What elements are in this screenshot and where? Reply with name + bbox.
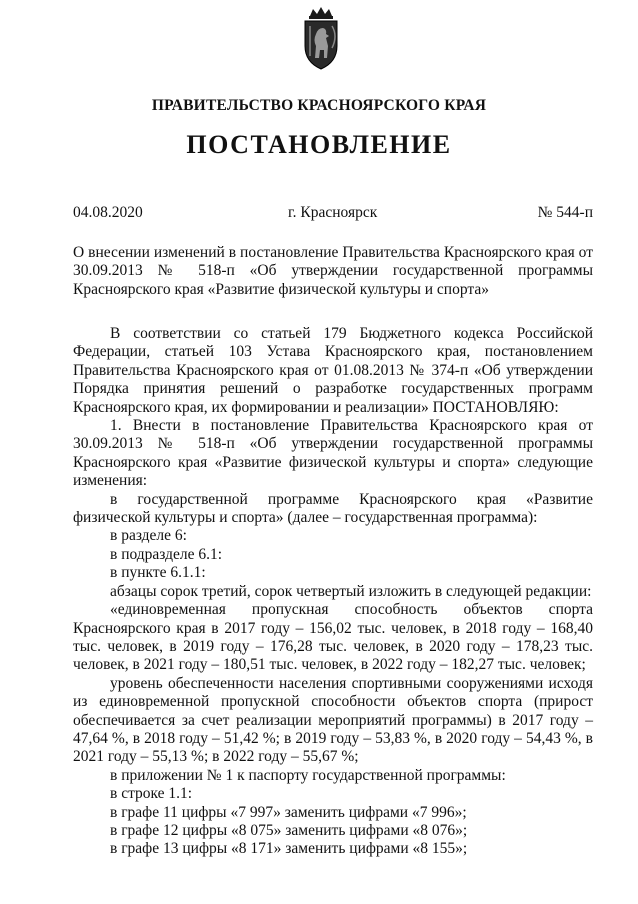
document-type-title: ПОСТАНОВЛЕНИЕ xyxy=(186,130,452,159)
body-paragraph: в государственной программе Красноярского края «Развитие физической культуры и спорта» (далее – государственная программа): xyxy=(73,490,593,527)
body-paragraph: в подразделе 6.1: xyxy=(110,545,223,563)
body-paragraph: абзацы сорок третий, сорок четвертый изложить в следующей редакции: xyxy=(110,582,592,600)
body-paragraph: в приложении № 1 к паспорту государственной программы: xyxy=(110,766,506,784)
document-city: г. Красноярск xyxy=(288,204,378,221)
body-paragraph: в графе 12 цифры «8 075» заменить цифрами «8 076»; xyxy=(110,821,468,839)
body-paragraph: «единовременная пропускная способность объектов спорта Красноярского края в 2017 году – 156,02 тыс. человек, в 2018 году – 168,40 тыс. человек, в 2019 году – 176,28 тыс. человек, в 2020 году – 178,23 тыс. человек, в 2021 году – 180,51 тыс. человек, в 2022 году – 182,27 тыс. человек; xyxy=(73,601,593,674)
document-subject: О внесении изменений в постановление Правительства Красноярского края от 30.09.2013 № 518-п «Об утверждении государственной программы Красноярского края «Развитие физической культуры и спорта» xyxy=(73,244,593,298)
body-paragraph: уровень обеспеченности населения спортивными сооружениями исходя из единовременной пропускной способности объектов спорта (прирост обеспечивается за счет реализации мероприятий программы) в 2017 году – 47,64 %, в 2018 году – 51,42 %; в 2019 году – 53,83 %, в 2020 году – 54,43 %, в 2021 году – 55,13 %; в 2022 году – 55,67 %; xyxy=(73,674,593,766)
body-paragraph: 1. Внести в постановление Правительства Красноярского края от 30.09.2013 № 518-п «Об утверждении государственной программы Красноярского края «Развитие физической культуры и спорта» следующие изменения: xyxy=(73,417,593,490)
government-name: ПРАВИТЕЛЬСТВО КРАСНОЯРСКОГО КРАЯ xyxy=(151,97,487,114)
document-number: № 544-п xyxy=(537,204,593,221)
body-paragraph: в графе 13 цифры «8 171» заменить цифрами «8 155»; xyxy=(110,840,468,858)
body-paragraph: в разделе 6: xyxy=(110,527,187,545)
document-date: 04.08.2020 xyxy=(73,204,143,221)
body-paragraph: в строке 1.1: xyxy=(110,785,193,803)
document-body xyxy=(73,325,593,859)
body-paragraph: в пункте 6.1.1: xyxy=(110,564,206,582)
body-paragraph: в графе 11 цифры «7 997» заменить цифрами «7 996»; xyxy=(110,803,467,821)
body-paragraph: В соответствии со статьей 179 Бюджетного кодекса Российской Федерации, статьей 103 Устава Красноярского края, постановлением Правительства Красноярского края от 01.08.2013 № 374-п «Об утверждении Порядка принятия решений о разработке государственных программ Красноярского края, их формировании и реализации» ПОСТАНОВЛЯЮ: xyxy=(73,325,593,416)
coat-of-arms-icon xyxy=(296,6,346,72)
